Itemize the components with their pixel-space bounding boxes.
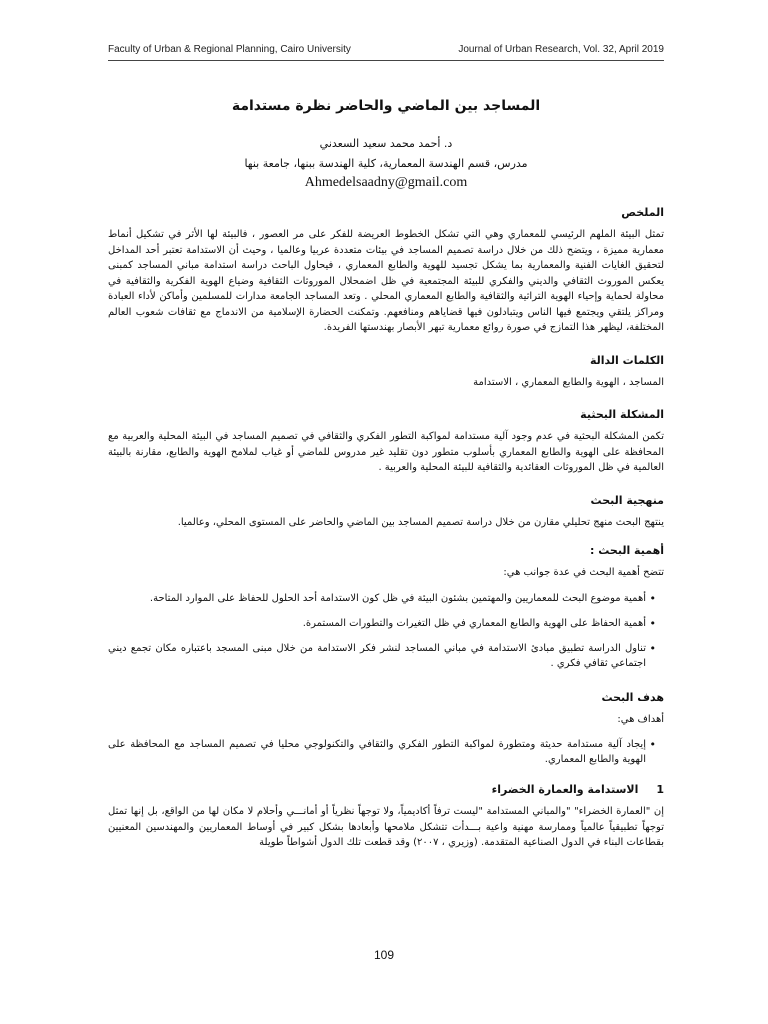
problem-text: تكمن المشكلة البحثية في عدم وجود آلية مستدامة لمواكبة التطور الفكري والثقافي في تصميم المساجد في البيئة المحلية والعربية مع المحافظة على الهوية والطابع المعماري بأسلوب متطور دون تقليد غير مدروس للماضي أو غياب لملامح الهوية والطابع، مقارنة بالبيئة العالمية في ظل الموروثات العقائدية والثقافية للبيئة المحلية والعربية .: [108, 431, 664, 473]
methodology-text: ينتهج البحث منهج تحليلي مقارن من خلال دراسة تصميم المساجد بين الماضي والحاضر على المستوى المحلي، وعالميا.: [177, 516, 664, 528]
list-item: • أهمية موضوع البحث للمعماريين والمهتمين بشئون البيئة في ظل كون الاستدامة أحد الحلول للحفاظ على الموارد المتاحة.: [108, 591, 646, 606]
header-right: Journal of Urban Research, Vol. 32, April 2019: [458, 44, 664, 55]
list-item: • أهمية الحفاظ على الهوية والطابع المعماري في ظل التغيرات والتطورات المستمرة.: [108, 616, 646, 631]
methodology-heading: منهجية البحث: [590, 493, 664, 507]
importance-list: [108, 591, 664, 671]
list-item: • تناول الدراسة تطبيق مبادئ الاستدامة في مباني المساجد لنشر فكر الاستدامة من خلال مبنى المسجد باعتباره مكان تجمع ديني اجتماعي ثقافي فكري .: [108, 641, 646, 671]
problem-heading: المشكلة البحثية: [580, 408, 664, 421]
running-header: [108, 44, 664, 61]
article-body: [108, 88, 664, 851]
section-heading: [108, 783, 664, 796]
keywords-heading: الكلمات الدالة: [589, 353, 664, 367]
section-title: الاستدامة والعمارة الخضراء: [491, 783, 639, 796]
importance-heading: أهمية البحث :: [590, 544, 664, 557]
keywords-text: المساجد ، الهوية والطابع المعماري ، الاستدامة: [473, 376, 664, 388]
author-affiliation: مدرس، قسم الهندسة المعمارية، كلية الهندسة ببنها، جامعة بنها: [244, 157, 528, 170]
author-email[interactable]: Ahmedelsaadny@gmail.com: [304, 175, 468, 190]
list-item: • إيجاد آلية مستدامة حديثة ومتطورة لمواكبة التطور الفكري والثقافي والتكنولوجي محليا في تصميم المساجد مع المحافظة على الهوية والطابع المعماري.: [108, 737, 646, 767]
section-text: إن "العمارة الخضراء" "والمباني المستدامة "ليست ترفاً أكاديمياً، ولا توجهاً نظرياً أو أمانـــي وأحلام لا مكان لها من الواقع، بل إنها تمثل توجهاً تطبيقياً عالمياً وممارسة مهنية واعية بـــدأت تتشكل ملامحها وأبعادها بشكل كبير في أوساط المعماريين والمهندسين المعنيين بقطاعات البناء في الدول الصناعية المتقدمة. (وزيري ، ٢٠٠٧) وقد قطعت تلك الدول أشواطاً طويلة: [108, 806, 664, 848]
abstract-heading: الملخص: [621, 206, 664, 219]
paper-title: المساجد بين الماضي والحاضر نظرة مستدامة: [231, 98, 541, 114]
importance-intro: تتضح أهمية البحث في عدة جوانب هي:: [503, 567, 664, 578]
header-left: Faculty of Urban & Regional Planning, Cairo University: [108, 44, 351, 55]
goal-list: [108, 737, 664, 767]
author-name: د. أحمد محمد سعيد السعدني: [319, 137, 453, 150]
abstract-text: تمثل البيئة الملهم الرئيسي للمعماري وهي التي تشكل الخطوط العريضة للفكر على مر العصور ، فالبيئة لها الأثر في تشكيل أنماط معمارية مميزة ، ويتضح ذلك من خلال دراسة تصميم المساجد في بيئات متعددة عربيا وعالميا ، وحيث أن الاستدامة تعتبر أحد المداخل لتحقيق الغايات الفنية والمعمارية بما يشكل تجسيد للهوية والطابع المعماري ، فيحاول الباحث دراسة استدامة مباني المساجد كمبنى يعكس الموروث الثقافي والديني والفكري للبيئة المجتمعية في ظل اضمحلال الموروثات الثقافية وضياع الهوية الفكرية والثقافية في محاولة لحماية وإحياء الهوية التراثية والثقافية والطابع المعماري المحلي . وتعد المساجد الجامعة مدارات للمسلمين وأماكن لأداء العبادة ومراكز يلتقي ويجتمع فيها الناس ويتبادلون فيها قضاياهم ومنافعهم. وتمكنت الحضارة الإسلامية من الاندماج مع ثقافات شعوب العالم المختلفة، ليظهر هذا التمازج في صورة روائع معمارية تبهر الأبصار بهندستها الفريدة.: [108, 229, 664, 333]
section-number: 1: [656, 783, 664, 796]
goal-heading: هدف البحث: [601, 690, 664, 704]
goal-intro: أهداف هي:: [617, 713, 664, 725]
page-number: 109: [373, 948, 395, 962]
